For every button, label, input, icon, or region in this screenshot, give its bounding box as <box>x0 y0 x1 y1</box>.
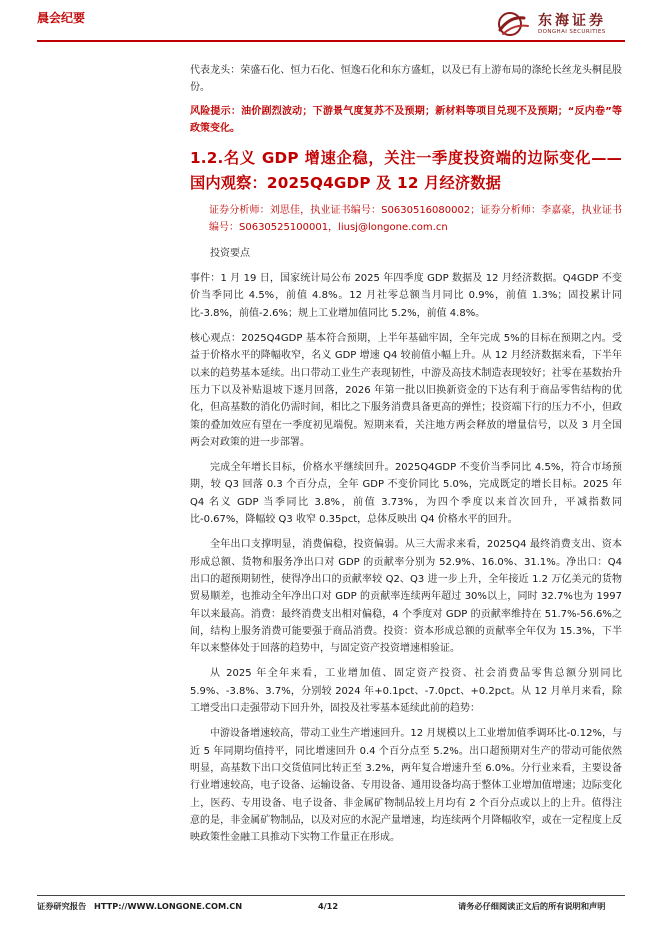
footer-divider <box>37 895 625 896</box>
footer-disclaimer: 请务必仔细阅读正文后的所有说明和声明 <box>458 901 606 911</box>
paragraph-core-view: 核心观点：2025Q4GDP 基本符合预期，上半年基础牢固，全年完成 5%的目标在预期之内。受益于价格水平的降幅收窄，名义 GDP 增速 Q4 较前值小幅上升。从 12 月经济数据来看，下半年以来的趋势基本延续。出口带动工业生产表现韧性，中游及高技术制造表现较好；社零在基数抬升压力下以及补贴退坡下逐月回落，2026 年第一批以旧换新资金的下达有利于商品零售结构的优化，但高基数的消化仍需时间，相比之下服务消费具备更高的弹性；投资端下行的压力不小，但政策的叠加效应有望在一季度初见端倪。短期来看，关注地方两会释放的增量信号，以及 3 月全国两会对政策的进一步部署。 <box>190 333 622 448</box>
paragraph-event: 事件：1 月 19 日，国家统计局公布 2025 年四季度 GDP 数据及 12 月经济数据。Q4GDP 不变价当季同比 4.5%，前值 4.8%。12 月社零总额当月同比 0.9%，前值 1.3%；固投累计同比-3.8%，前值-2.6%；规上工业增加值同比 5.2%，前值 4.8%。 <box>190 273 622 319</box>
risk-label: 风险提示： <box>190 105 242 117</box>
logo-english-name: DONGHAI SECURITIES <box>538 29 606 35</box>
risk-text: 油价剧烈波动；下游景气度复苏不及预期；新材料等项目兑现不及预期；“反内卷”等政策变化。 <box>190 105 623 134</box>
page-number: 4/12 <box>318 901 339 911</box>
footer-report-label: 证券研究报告 <box>37 901 87 911</box>
leaders-paragraph: 代表龙头：荣盛石化、恒力石化、恒逸石化和东方盛虹，以及已有上游布局的涤纶长丝龙头桐昆股份。 <box>190 65 622 94</box>
paragraph-growth-target: 完成全年增长目标，价格水平继续回升。2025Q4GDP 不变价当季同比 4.5%，符合市场预期，较 Q3 回落 0.3 个百分点，全年 GDP 不变价同比 5.0%，完成既定的增长目标。2025 年 Q4 名义 GDP 当季同比 3.8%，前值 3.73%，为四个季度以来首次回升，平减指数同比-0.67%，降幅较 Q3 收窄 0.35pct，总体反映出 Q4 价格水平的回升。 <box>190 462 622 526</box>
paragraph-demand: 全年出口支撑明显，消费偏稳，投资偏弱。从三大需求来看，2025Q4 最终消费支出、资本形成总额、货物和服务净出口对 GDP 的贡献率分别为 52.9%、16.0%、31.1%。净出口：Q4 出口的超预期韧性，使得净出口的贡献率较 Q2、Q3 进一步上升，全年接近 1.2 万亿美元的货物贸易顺差，也推动全年净出口对 GDP 的贡献率连续两年超过 30%以上，同时 32.7%也为 1997 年以来最高。消费：最终消费支出相对偏稳，4 个季度对 GDP 的贡献率维持在 51.7%-56.6%之间，结构上服务消费可能要强于商品消费。投资：资本形成总额的贡献率全年仅为 15.3%，下半年以来整体处于回落的趋势中，与固定资产投资增速相验证。 <box>190 539 622 655</box>
page-header <box>0 0 662 48</box>
investment-points-heading: 投资要点 <box>210 248 250 260</box>
analyst-info: 证券分析师：刘思佳，执业证书编号：S0630516080002；证券分析师：李嘉豪，执业证书编号：S0630525100001，liusj@longone.com.cn <box>209 205 622 234</box>
paragraph-full-year: 从 2025 年全年来看，工业增加值、固定资产投资、社会消费品零售总额分别同比 5.9%、-3.8%、3.7%，分别较 2024 年+0.1pct、-7.0pct、+0.2pct。从 12 月单月来看，除工增受出口走强带动下回升外，固投及社零基本延续此前的趋势： <box>190 668 622 715</box>
main-content <box>190 62 622 846</box>
report-type-title: 晨会纪要 <box>37 11 86 25</box>
risk-warning <box>190 103 622 138</box>
paragraph-industry: 中游设备增速较高，带动工业生产增速回升。12 月规模以上工业增加值季调环比-0.12%，与近 5 年同期均值持平，同比增速回升 0.4 个百分点至 5.2%。出口超预期对生产的带动可能依然明显，高基数下出口交货值同比转正至 3.2%，两年复合增速升至 6.0%。分行业来看，主要设备行业增速较高，电子设备、运输设备、专用设备、通用设备均高于整体工业增加值增速；边际变化上，医药、专用设备、电子设备、非金属矿物制品较上月均有 2 个百分点或以上的上升。值得注意的是，非金属矿物制品，以及对应的水泥产量增速，均连续两个月降幅收窄，或在一定程度上反映政策性金融工具推动下实物工作量正在形成。 <box>190 728 622 844</box>
footer-website-link[interactable]: HTTP://WWW.LONGONE.COM.CN <box>94 901 243 911</box>
company-logo <box>494 8 629 40</box>
logo-chinese-name: 东海证券 <box>538 13 606 29</box>
section-title: 1.2.名义 GDP 增速企稳，关注一季度投资端的边际变化——国内观察：2025Q4GDP 及 12 月经济数据 <box>190 149 622 193</box>
logo-emblem-icon <box>494 8 534 40</box>
header-divider <box>37 40 625 42</box>
